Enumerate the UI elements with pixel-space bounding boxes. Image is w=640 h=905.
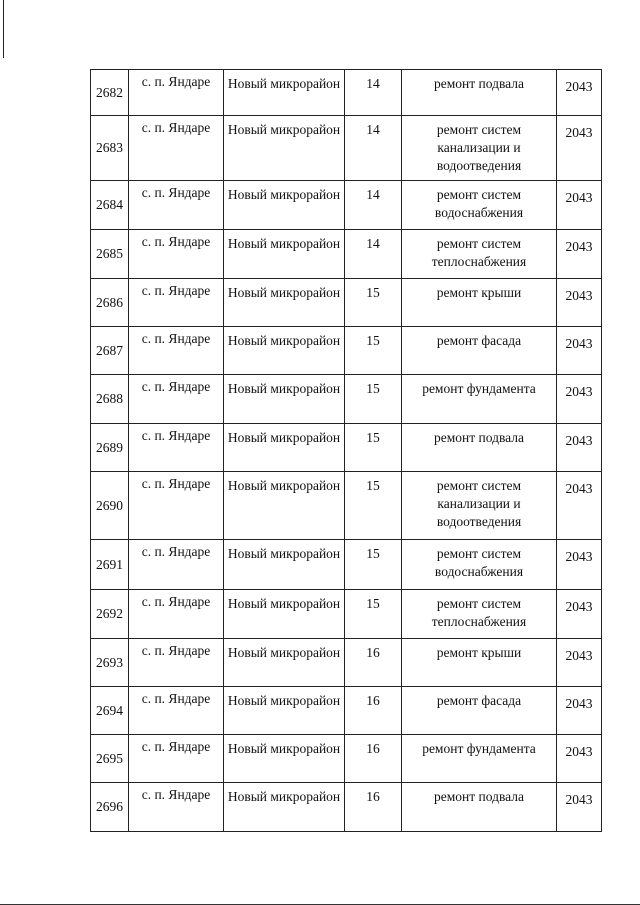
row-number: 2688 <box>91 375 129 424</box>
row-number: 2686 <box>91 279 129 327</box>
work-type-cell: ремонт подвала <box>402 783 557 832</box>
table-row <box>91 181 602 230</box>
house-number-cell: 15 <box>345 327 402 375</box>
work-type-cell: ремонт систем теплоснабжения <box>402 590 557 639</box>
district-cell: Новый микрорайон <box>224 70 345 116</box>
table-row <box>91 424 602 472</box>
house-number-cell: 14 <box>345 116 402 181</box>
district-cell: Новый микрорайон <box>224 735 345 783</box>
house-number-cell: 16 <box>345 735 402 783</box>
table-row <box>91 279 602 327</box>
year-cell: 2043 <box>557 735 602 783</box>
settlement-cell: с. п. Яндаре <box>129 687 224 735</box>
year-cell: 2043 <box>557 181 602 230</box>
district-cell: Новый микрорайон <box>224 181 345 230</box>
table-row <box>91 783 602 832</box>
house-number-cell: 14 <box>345 181 402 230</box>
table-row <box>91 687 602 735</box>
table-row <box>91 472 602 540</box>
settlement-cell: с. п. Яндаре <box>129 783 224 832</box>
table-row <box>91 540 602 590</box>
year-cell: 2043 <box>557 687 602 735</box>
house-number-cell: 14 <box>345 230 402 279</box>
district-cell: Новый микрорайон <box>224 590 345 639</box>
work-type-cell: ремонт систем водоснабжения <box>402 181 557 230</box>
row-number: 2696 <box>91 783 129 832</box>
row-number: 2682 <box>91 70 129 116</box>
house-number-cell: 15 <box>345 424 402 472</box>
settlement-cell: с. п. Яндаре <box>129 230 224 279</box>
page-edge-line <box>3 0 4 58</box>
year-cell: 2043 <box>557 424 602 472</box>
work-type-cell: ремонт фасада <box>402 687 557 735</box>
year-cell: 2043 <box>557 472 602 540</box>
table-row <box>91 116 602 181</box>
house-number-cell: 16 <box>345 783 402 832</box>
settlement-cell: с. п. Яндаре <box>129 181 224 230</box>
settlement-cell: с. п. Яндаре <box>129 116 224 181</box>
row-number: 2693 <box>91 639 129 687</box>
table-row <box>91 590 602 639</box>
row-number: 2689 <box>91 424 129 472</box>
house-number-cell: 14 <box>345 70 402 116</box>
settlement-cell: с. п. Яндаре <box>129 735 224 783</box>
row-number: 2683 <box>91 116 129 181</box>
row-number: 2687 <box>91 327 129 375</box>
settlement-cell: с. п. Яндаре <box>129 540 224 590</box>
district-cell: Новый микрорайон <box>224 639 345 687</box>
work-schedule-table-container <box>90 69 601 832</box>
district-cell: Новый микрорайон <box>224 687 345 735</box>
year-cell: 2043 <box>557 375 602 424</box>
year-cell: 2043 <box>557 327 602 375</box>
work-type-cell: ремонт крыши <box>402 279 557 327</box>
table-row <box>91 327 602 375</box>
district-cell: Новый микрорайон <box>224 230 345 279</box>
work-type-cell: ремонт систем теплоснабжения <box>402 230 557 279</box>
district-cell: Новый микрорайон <box>224 279 345 327</box>
work-type-cell: ремонт крыши <box>402 639 557 687</box>
row-number: 2694 <box>91 687 129 735</box>
row-number: 2695 <box>91 735 129 783</box>
table-row <box>91 735 602 783</box>
work-schedule-table <box>90 69 602 832</box>
house-number-cell: 15 <box>345 540 402 590</box>
work-type-cell: ремонт подвала <box>402 424 557 472</box>
year-cell: 2043 <box>557 70 602 116</box>
settlement-cell: с. п. Яндаре <box>129 327 224 375</box>
house-number-cell: 15 <box>345 590 402 639</box>
table-row <box>91 70 602 116</box>
house-number-cell: 15 <box>345 375 402 424</box>
house-number-cell: 15 <box>345 472 402 540</box>
year-cell: 2043 <box>557 230 602 279</box>
district-cell: Новый микрорайон <box>224 327 345 375</box>
district-cell: Новый микрорайон <box>224 116 345 181</box>
year-cell: 2043 <box>557 639 602 687</box>
settlement-cell: с. п. Яндаре <box>129 70 224 116</box>
row-number: 2691 <box>91 540 129 590</box>
year-cell: 2043 <box>557 279 602 327</box>
settlement-cell: с. п. Яндаре <box>129 279 224 327</box>
table-body <box>91 70 602 832</box>
settlement-cell: с. п. Яндаре <box>129 639 224 687</box>
row-number: 2690 <box>91 472 129 540</box>
year-cell: 2043 <box>557 540 602 590</box>
row-number: 2684 <box>91 181 129 230</box>
work-type-cell: ремонт систем канализации и водоотведения <box>402 116 557 181</box>
district-cell: Новый микрорайон <box>224 472 345 540</box>
district-cell: Новый микрорайон <box>224 375 345 424</box>
year-cell: 2043 <box>557 116 602 181</box>
row-number: 2685 <box>91 230 129 279</box>
district-cell: Новый микрорайон <box>224 424 345 472</box>
settlement-cell: с. п. Яндаре <box>129 375 224 424</box>
house-number-cell: 16 <box>345 687 402 735</box>
year-cell: 2043 <box>557 783 602 832</box>
work-type-cell: ремонт систем канализации и водоотведения <box>402 472 557 540</box>
district-cell: Новый микрорайон <box>224 783 345 832</box>
work-type-cell: ремонт фундамента <box>402 375 557 424</box>
table-row <box>91 230 602 279</box>
house-number-cell: 15 <box>345 279 402 327</box>
table-row <box>91 639 602 687</box>
work-type-cell: ремонт фасада <box>402 327 557 375</box>
work-type-cell: ремонт фундамента <box>402 735 557 783</box>
settlement-cell: с. п. Яндаре <box>129 424 224 472</box>
table-row <box>91 375 602 424</box>
row-number: 2692 <box>91 590 129 639</box>
year-cell: 2043 <box>557 590 602 639</box>
work-type-cell: ремонт подвала <box>402 70 557 116</box>
work-type-cell: ремонт систем водоснабжения <box>402 540 557 590</box>
settlement-cell: с. п. Яндаре <box>129 590 224 639</box>
settlement-cell: с. п. Яндаре <box>129 472 224 540</box>
district-cell: Новый микрорайон <box>224 540 345 590</box>
house-number-cell: 16 <box>345 639 402 687</box>
